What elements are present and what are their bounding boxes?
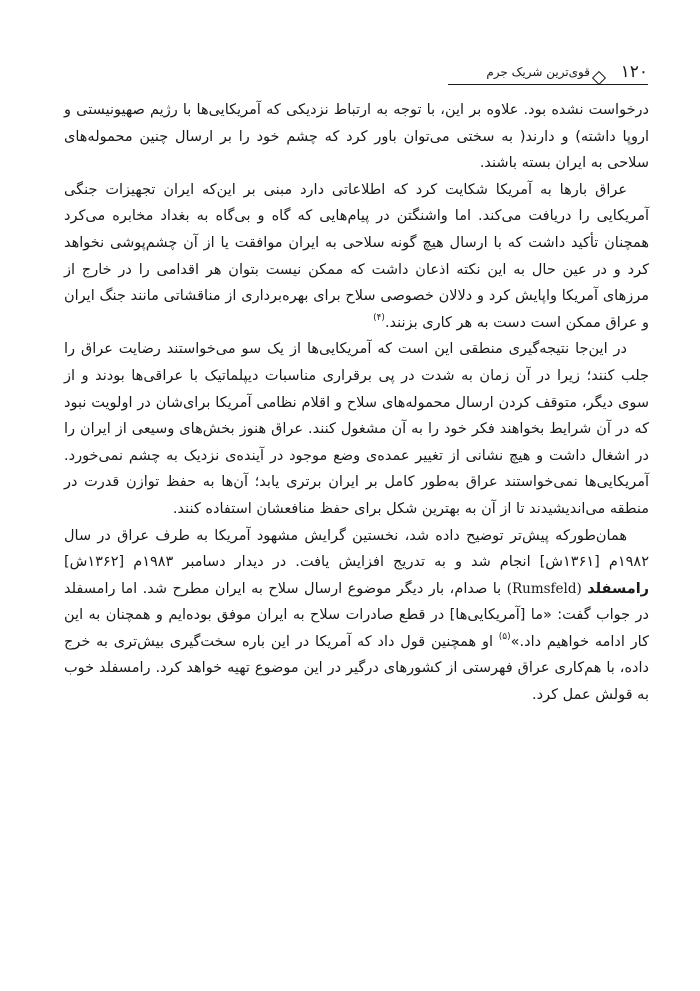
person-name-latin: (Rumsfeld): [506, 580, 582, 597]
book-title: قوی‌ترین شریک جرم: [486, 65, 590, 79]
paragraph-text: با صدام، بار دیگر موضوع ارسال سلاح به ایران مطرح شد. اما رامسفلد در جواب گفت: «ما [آمریکایی‌ها] در قطع صادرات سلاح به ایران موفق بوده‌ایم و همچنان به این کار ادامه خواهیم داد.»: [64, 580, 649, 650]
paragraph-text: در این‌جا نتیجه‌گیری منطقی این است که آمریکایی‌ها از یک سو می‌خواستند رضایت عراق را جلب کنند؛ زیرا در آن زمان به شدت در پی برقراری مناسبات دیپلماتیک با عراقی‌ها بودند و از سوی دیگر، متوقف کردن ارسال محموله‌های سلاح و اقلام نظامی آمریکا برای‌شان در اولویت نبود که در آن شرایط بخواهند فکر خود را به آن مشغول کنند. عراق هنوز بخش‌های وسیعی از ایران را در اشغال داشت و هیچ نشانی از تغییر عمده‌ی وضع موجود در آینده‌ی نزدیک به چشم نمی‌خورد. آمریکایی‌ها نمی‌خواستند عراق به‌طور کامل بر ایران برتری یابد؛ آن‌ها به حفظ توازن قدرت در منطقه می‌اندیشیدند تا از آن به بهترین شکل برای حفظ منافعشان استفاده کنند.: [64, 341, 649, 517]
body-text: [64, 97, 649, 709]
running-header: [448, 62, 648, 84]
footnote-ref: (۵): [498, 631, 511, 642]
paragraph: [64, 97, 649, 177]
paragraph: [64, 177, 649, 337]
paragraph-text: همان‌طورکه پیش‌تر توضیح داده شد، نخستین گرایش مشهود آمریکا به طرف عراق در سال ۱۹۸۲م [۱۳۶۱ش] انجام شد و به تدریج افزایش یافت. در دیدار دسامبر ۱۹۸۳م [۱۳۶۲ش]: [64, 527, 649, 571]
paragraph-text: او همچنین قول داد که آمریکا در این باره سخت‌گیری بیش‌تری به خرج داده، با هم‌کاری عراق فهرستی از کشورهای درگیر در این موضوع تهیه خواهد کرد. رامسفلد خوب به قولش عمل کرد.: [64, 633, 649, 704]
paragraph: [64, 523, 649, 709]
diamond-ornament-icon: [592, 71, 606, 85]
paragraph-text: درخواست نشده بود. علاوه بر این، با توجه به ارتباط نزدیکی که آمریکایی‌ها با رژیم صهیونیستی و اروپا داشته) و دارند( به سختی می‌توان باور کرد که چشم خود را بر ارسال چنین محموله‌های سلاحی به ایران بسته باشند.: [64, 102, 649, 172]
header-rule: [448, 84, 648, 85]
person-name: رامسفلد: [587, 580, 650, 597]
paragraph-text: عراق بارها به آمریکا شکایت کرد که اطلاعاتی دارد مبنی بر این‌که ایران تجهیزات جنگی آمریکایی را دریافت می‌کند. اما واشنگتن در پیام‌هایی که گاه و بی‌گاه به بغداد مخابره می‌کرد همچنان تأکید داشت که با ارسال هیچ گونه سلاحی به ایران موافقت یا از آن چشم‌پوشی نخواهد کرد و در عین حال به این نکته اذعان داشت که ممکن نیست بتوان هر اقدامی را در خارج از مرزهای آمریکا واپایش کرد و دلالان خصوصی سلاح برای بهره‌برداری از مناقشاتی مانند جنگ ایران و عراق ممکن است دست به هر کاری بزنند.: [64, 181, 649, 331]
page-number: ۱۲۰: [620, 62, 648, 82]
paragraph: [64, 336, 649, 522]
footnote-ref: (۴): [373, 312, 385, 323]
